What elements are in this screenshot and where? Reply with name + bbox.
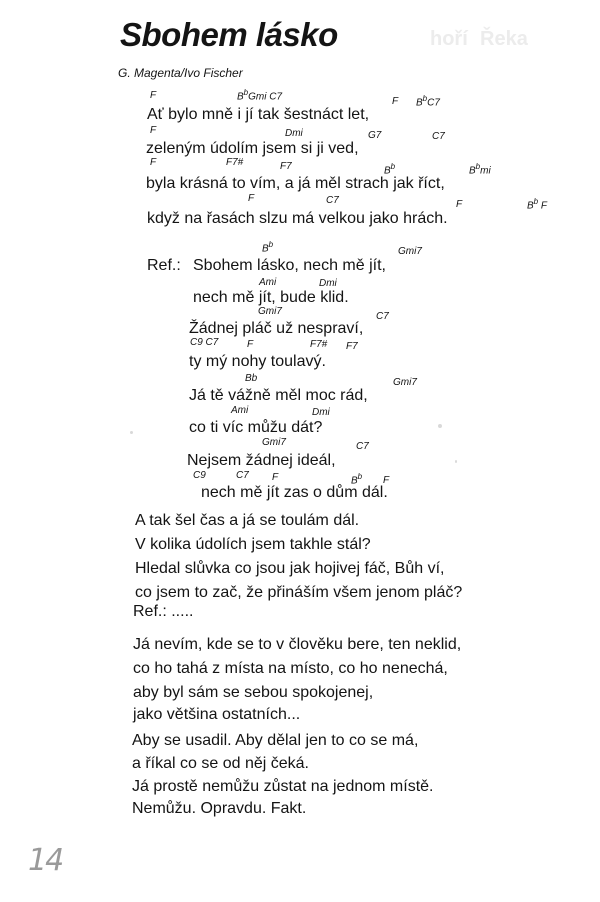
lyric-line: Já tě vážně měl moc rád, bbox=[189, 387, 368, 404]
chord-root: B bbox=[351, 475, 358, 487]
chord: F bbox=[383, 475, 390, 486]
chord: F bbox=[456, 199, 463, 210]
chord-rest: C7 bbox=[427, 97, 440, 109]
chord: C7 bbox=[432, 131, 445, 142]
chord: F bbox=[150, 90, 157, 101]
chord: Bb bbox=[245, 373, 258, 384]
lyric-line: zeleným údolím jsem si ji ved, bbox=[146, 140, 359, 157]
lyric-line: když na řasách slzu má velkou jako hrách. bbox=[147, 210, 448, 227]
lyric-line: nech mě jít, bude klid. bbox=[193, 289, 349, 306]
lyric-line: Nemůžu. Opravdu. Fakt. bbox=[132, 800, 307, 817]
lyric-line: Sbohem lásko, nech mě jít, bbox=[193, 257, 386, 274]
chord: Gmi7 bbox=[393, 377, 417, 388]
chord: C7 bbox=[356, 441, 369, 452]
chord-root: B bbox=[416, 97, 423, 109]
lyric-line: Hledal slůvka co jsou jak hojivej fáč, Bůh ví, bbox=[135, 560, 445, 577]
page-number: 14 bbox=[28, 843, 63, 878]
refrain-repeat: Ref.: ..... bbox=[133, 603, 194, 620]
chord-root: B bbox=[527, 200, 534, 212]
lyric-line: Já prostě nemůžu zůstat na jednom místě. bbox=[132, 778, 434, 795]
chord: Ami bbox=[231, 405, 249, 416]
chord: F7 bbox=[280, 161, 292, 172]
chord: F bbox=[150, 125, 157, 136]
chord-rest: mi bbox=[480, 165, 491, 177]
lyric-line: nech mě jít zas o dům dál. bbox=[201, 484, 388, 501]
chord-rest: Gmi C7 bbox=[248, 91, 283, 103]
bleed-through-text: hoří bbox=[430, 28, 468, 50]
chord: F bbox=[272, 472, 279, 483]
flat-sign: b bbox=[390, 162, 396, 171]
chord: F bbox=[392, 96, 399, 107]
lyric-line: A tak šel čas a já se toulám dál. bbox=[135, 512, 360, 529]
chord: Dmi bbox=[319, 278, 337, 289]
chord: C9 C7 bbox=[190, 337, 219, 348]
lyric-line: ty mý nohy toulavý. bbox=[189, 353, 326, 370]
chord: F bbox=[247, 339, 254, 350]
lyric-line: co ho tahá z místa na místo, co ho nenechá, bbox=[133, 660, 448, 677]
chord: C7 bbox=[326, 195, 339, 206]
flat-sign: b bbox=[243, 88, 249, 97]
chord-root: B bbox=[384, 165, 391, 177]
song-authors: G. Magenta/Ivo Fischer bbox=[118, 66, 243, 80]
chord-root: B bbox=[469, 165, 476, 177]
lyric-line: a říkal co se od něj čeká. bbox=[132, 755, 309, 772]
chord: F bbox=[248, 193, 255, 204]
refrain-label: Ref.: bbox=[147, 257, 181, 274]
flat-sign: b bbox=[533, 197, 539, 206]
lyric-line: co jsem to zač, že přináším všem jenom pláč? bbox=[135, 584, 463, 601]
lyric-line: co ti víc můžu dát? bbox=[189, 419, 323, 436]
lyric-line: byla krásná to vím, a já měl strach jak říct, bbox=[146, 175, 445, 192]
paper-speck bbox=[130, 431, 133, 434]
chord bbox=[527, 197, 547, 211]
chord: Ami bbox=[259, 277, 277, 288]
lyric-line: Nejsem žádnej ideál, bbox=[187, 452, 336, 469]
lyric-line: Ať bylo mně i jí tak šestnáct let, bbox=[147, 106, 370, 123]
chord: C7 bbox=[236, 470, 249, 481]
lyric-line: Žádnej pláč už nespraví, bbox=[189, 320, 364, 337]
chord-root: B bbox=[262, 243, 269, 255]
paper-speck bbox=[455, 460, 457, 463]
chord: F7# bbox=[310, 339, 328, 350]
paper-speck bbox=[438, 424, 442, 428]
lyric-line: aby byl sám se sebou spokojenej, bbox=[133, 684, 374, 701]
flat-sign: b bbox=[475, 162, 481, 171]
chord-root: B bbox=[237, 91, 244, 103]
chord: G7 bbox=[368, 130, 382, 141]
chord bbox=[416, 94, 440, 108]
chord-rest: F bbox=[540, 200, 548, 212]
chord bbox=[469, 162, 491, 176]
chord: Dmi bbox=[312, 407, 330, 418]
chord: F bbox=[150, 157, 157, 168]
chord: C7 bbox=[376, 311, 389, 322]
chord: C9 bbox=[193, 470, 206, 481]
chord bbox=[262, 240, 273, 254]
chord: Gmi7 bbox=[398, 246, 422, 257]
chord bbox=[237, 88, 282, 102]
lyric-line: V kolika údolích jsem takhle stál? bbox=[135, 536, 371, 553]
bleed-through-text: Řeka bbox=[480, 28, 528, 50]
chord: Gmi7 bbox=[262, 437, 286, 448]
lyric-line: Aby se usadil. Aby dělal jen to co se má, bbox=[132, 732, 419, 749]
chord: Dmi bbox=[285, 128, 303, 139]
chord: F7 bbox=[346, 341, 358, 352]
flat-sign: b bbox=[422, 94, 428, 103]
flat-sign: b bbox=[268, 240, 274, 249]
lyric-line: jako většina ostatních... bbox=[133, 706, 301, 723]
lyric-line: Já nevím, kde se to v člověku bere, ten neklid, bbox=[133, 636, 462, 653]
song-title: Sbohem lásko bbox=[120, 16, 338, 53]
chord: F7# bbox=[226, 157, 244, 168]
chord: Gmi7 bbox=[258, 306, 282, 317]
flat-sign: b bbox=[357, 472, 363, 481]
